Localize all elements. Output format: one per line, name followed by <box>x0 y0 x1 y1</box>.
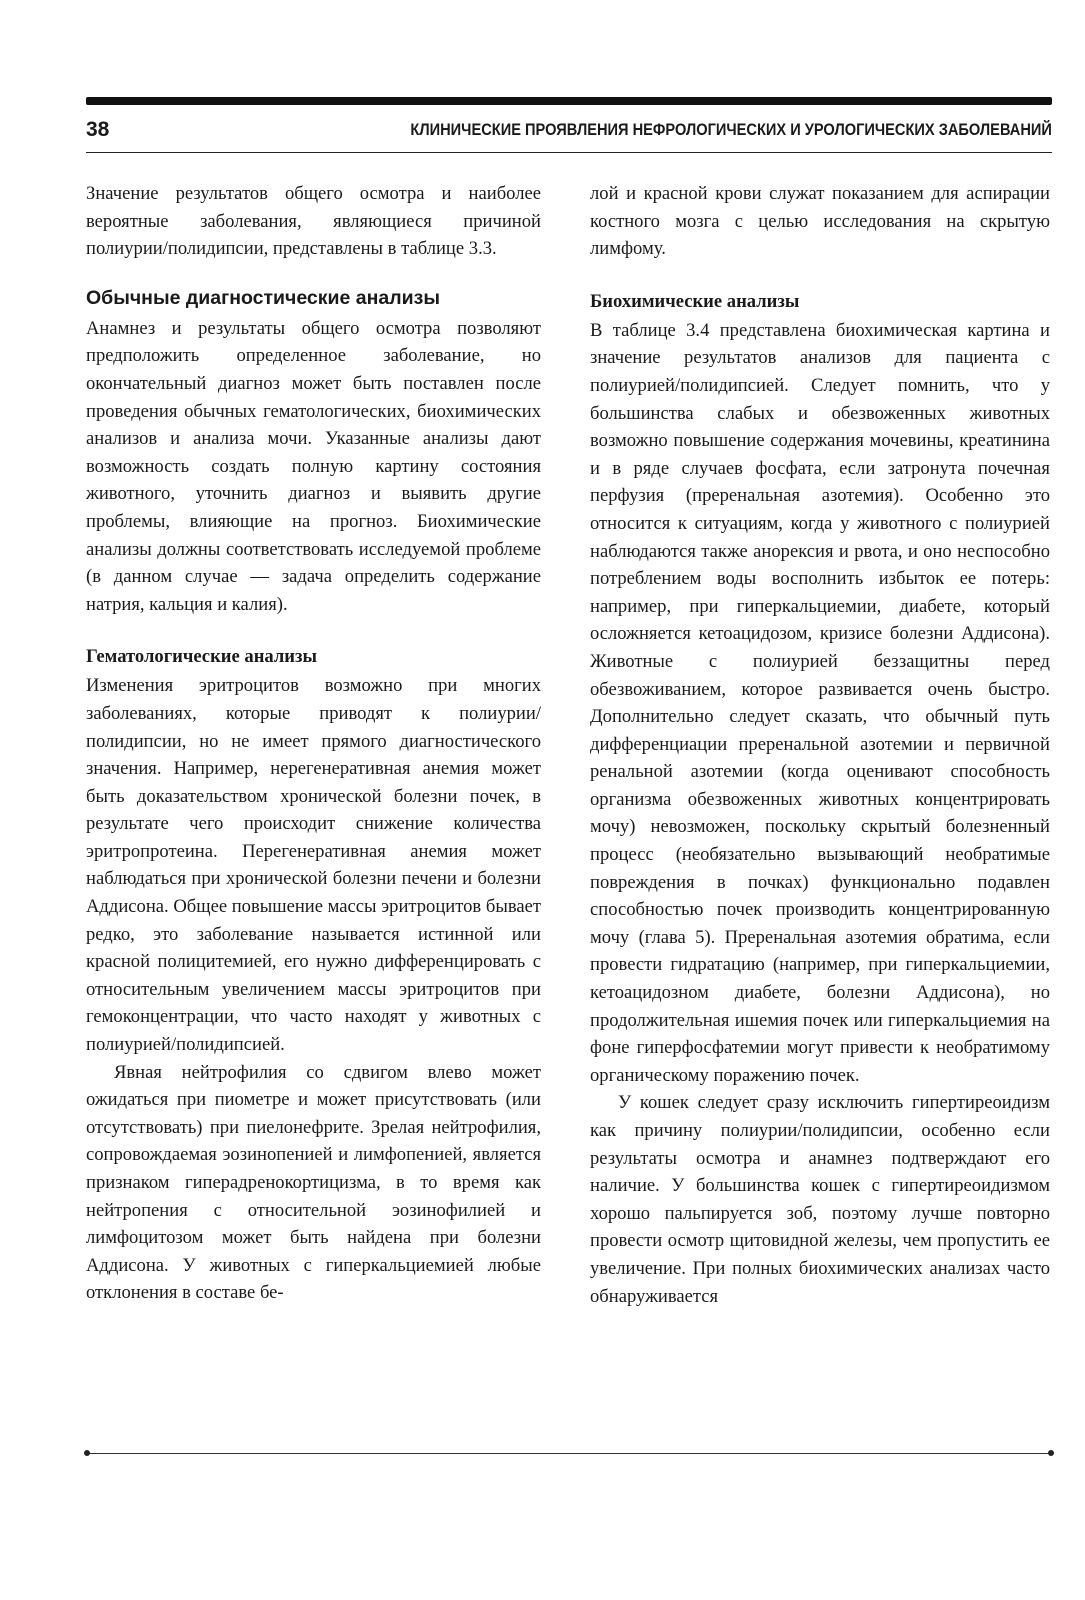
continued-paragraph: лой и красной крови служат показанием для аспирации костного мозга с целью исследования на скрытую лимфому. <box>590 183 1050 260</box>
running-title: КЛИНИЧЕСКИЕ ПРОЯВЛЕНИЯ НЕФРОЛОГИЧЕСКИХ И УРОЛОГИЧЕСКИХ ЗАБОЛЕВАНИЙ <box>410 120 1052 139</box>
page-header <box>86 112 1052 153</box>
page-number: 38 <box>86 118 110 141</box>
paragraph: Анамнез и результаты общего осмотра позволяют предположить определенное заболевание, но окончательный диагноз может быть поставлен после проведения обычных гематологических, биохимических анализов и анализа мочи. Указанные анализы дают возможность создать полную картину состояния животного, уточнить диагноз и выявить другие проблемы, влияющие на прогноз. Биохимические анализы должны соответствовать исследуемой проблеме (в данном случае — задача определить содержание натрия, кальция и калия). <box>86 317 541 615</box>
bottom-rule <box>86 1453 1052 1454</box>
rule-dot-right <box>1048 1450 1054 1456</box>
right-column <box>590 180 1050 1310</box>
paragraph: Явная нейтрофилия со сдвигом влево может ожидаться при пиометре и может присутствовать (или отсутствовать) при пиелонефрите. Зрелая нейтрофилия, сопровождаемая эозинопенией и лимфопенией, является признаком гиперадренокортицизма, в то время как нейтропения с относительной эозинофилией и лимфоцитозом может быть найдена при болезни Аддисона. У животных с гиперкальциемией любые отклонения в составе бе- <box>86 1061 541 1304</box>
paragraph: У кошек следует сразу исключить гипертиреоидизм как причину полиурии/полидипсии, особенно если результаты осмотра и анамнез подтверждают его наличие. У большинства кошек с гипертиреоидизмом хорошо пальпируется зоб, поэтому лучше повторно провести осмотр щитовидной железы, чем пропустить ее увеличение. При полных биохимических анализах часто обнаруживается <box>590 1092 1050 1307</box>
section-heading-biochemistry: Биохимические анализы <box>590 290 800 312</box>
top-rule <box>86 97 1052 105</box>
paragraph: В таблице 3.4 представлена биохимическая картина и значение результатов анализов для пациента с полиурией/полидипсией. Следует помнить, что у большинства слабых и обезвоженных животных возможно повышение содержания мочевины, креатинина и в ряде случаев фосфата, если затронута почечная перфузия (преренальная азотемия). Особенно это относится к ситуациям, когда у животного с полиурией наблюдаются также анорексия и рвота, и оно неспособно потреблением воды восполнить избыток ее потерь: например, при гиперкальциемии, диабете, который осложняется кетоацидозом, кризисе болезни Аддисона). Животные с полиурией беззащитны перед обезвоживанием, которое развивается очень быстро. Дополнительно следует сказать, что обычный путь дифференциации преренальной азотемии и первичной ренальной азотемии (когда оценивают способность организма обезвоженных животных концентрировать мочу) невозможен, поскольку скрытый болезненный процесс (необязательно вызывающий необратимые повреждения в почках) функционально подавлен способностью почек производить концентрированную мочу (глава 5). Преренальная азотемия обратима, если провести гидратацию (например, при гиперкальциемии, кетоацидозном диабете, болезни Аддисона), но продолжительная ишемия почек или гиперкальциемия на фоне гиперфосфатемии могут привести к необратимому органическому поражению почек. <box>590 319 1050 1086</box>
section-heading-routine-tests: Обычные диагностические анализы <box>86 286 440 309</box>
left-column <box>86 180 541 1307</box>
intro-paragraph: Значение результатов общего осмотра и наиболее вероятные заболевания, являющиеся причиной полиурии/полидипсии, представлены в таблице 3.3. <box>86 183 541 260</box>
section-heading-hematology: Гематологические анализы <box>86 646 317 668</box>
rule-dot-left <box>84 1450 90 1456</box>
paragraph: Изменения эритроцитов возможно при многих заболеваниях, которые приводят к полиурии/полидипсии, но не имеет прямого диагностического значения. Например, нерегенеративная анемия может быть доказательством хронической болезни почек, в результате чего происходит снижение количества эритропротеина. Перегенеративная анемия может наблюдаться при хронической болезни печени и болезни Аддисона. Общее повышение массы эритроцитов бывает редко, это заболевание называется истинной или красной полицитемией, его нужно дифференцировать с относительным увеличением массы эритроцитов при гемоконцентрации, что часто находят у животных с полиурией/полидипсией. <box>86 675 541 1056</box>
